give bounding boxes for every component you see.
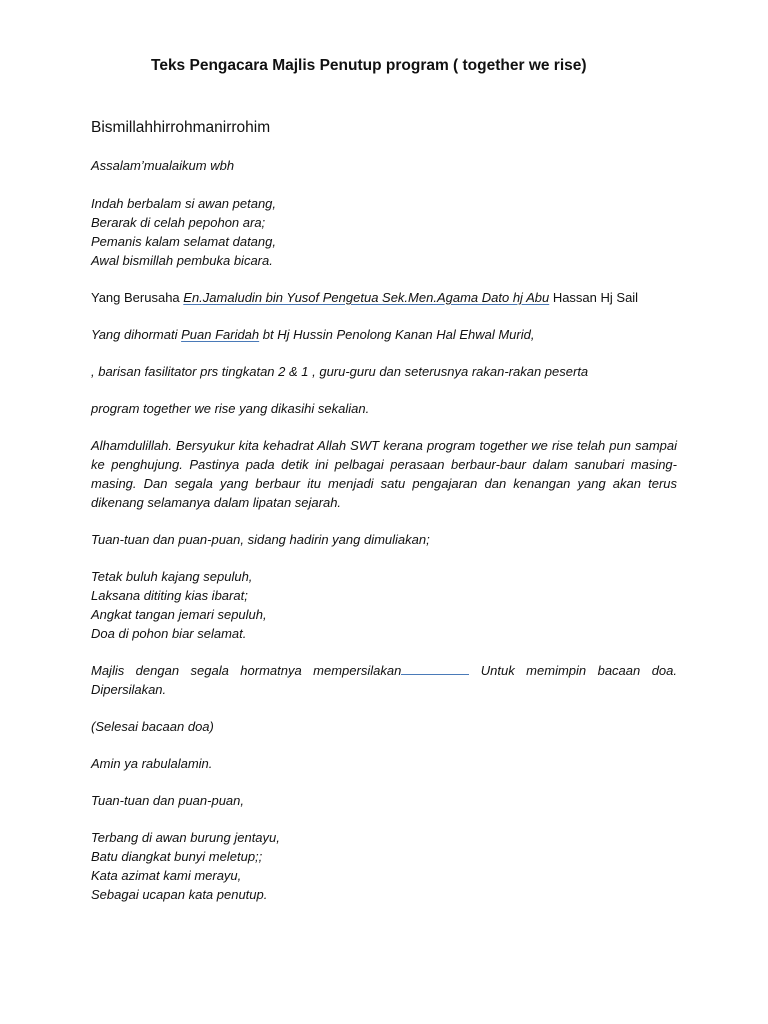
address-principal [91, 289, 638, 307]
amin-line: Amin ya rabulalamin. [91, 756, 213, 771]
pantun3-line-4: Sebagai ucapan kata penutup. [91, 887, 268, 902]
invite-text-before: Majlis dengan segala hormatnya mempersilakan [91, 663, 402, 678]
address-assistant [91, 326, 534, 344]
address-assistant-suffix: bt Hj Hussin Penolong Kanan Hal Ehwal Murid, [259, 327, 535, 342]
invite-name-blank [401, 662, 469, 675]
address-principal-name: En.Jamaludin bin Yusof Pengetua Sek.Men.Agama Dato hj Abu [183, 290, 550, 305]
pantun1-line-2: Berarak di celah pepohon ara; [91, 215, 266, 230]
document-title: Teks Pengacara Majlis Penutup program ( together we rise) [151, 57, 587, 74]
basmalah-line: Bismillahhirrohmanirrohim [91, 119, 271, 136]
greeting-line-2: Tuan-tuan dan puan-puan, [91, 793, 244, 808]
address-facilitators: , barisan fasilitator prs tingkatan 2 & 1 , guru-guru dan seterusnya rakan-rakan peserta [91, 364, 589, 379]
pantun2-line-2: Laksana dititing kias ibarat; [91, 588, 248, 603]
address-principal-prefix: Yang Berusaha [91, 290, 184, 305]
address-assistant-name: Puan Faridah [181, 327, 260, 342]
pantun2-line-1: Tetak buluh kajang sepuluh, [91, 569, 253, 584]
doa-finished-line: (Selesai bacaan doa) [91, 719, 214, 734]
pantun3-line-2: Batu diangkat bunyi meletup;; [91, 849, 263, 864]
address-participants: program together we rise yang dikasihi sekalian. [91, 401, 370, 416]
pantun2-line-4: Doa di pohon biar selamat. [91, 626, 247, 641]
address-assistant-prefix: Yang dihormati [91, 327, 182, 342]
paragraph-gratitude: Alhamdulillah. Bersyukur kita kehadrat Allah SWT kerana program together we rise telah pun sampai ke penghujung. Pastinya pada detik ini pelbagai perasaan berbaur-baur dalam sanubari masing-masing. Dan segala yang berbaur itu menjadi satu pengajaran dan kenangan yang akan terus dikenang selamanya dalam lipatan sejarah. [91, 438, 677, 510]
paragraph-invite [91, 661, 677, 699]
address-principal-suffix: Hassan Hj Sail [549, 290, 639, 305]
pantun3-line-1: Terbang di awan burung jentayu, [91, 830, 280, 845]
pantun1-line-3: Pemanis kalam selamat datang, [91, 234, 276, 249]
pantun1-line-4: Awal bismillah pembuka bicara. [91, 253, 273, 268]
pantun1-line-1: Indah berbalam si awan petang, [91, 196, 277, 211]
greeting-line-1: Tuan-tuan dan puan-puan, sidang hadirin yang dimuliakan; [91, 532, 430, 547]
pantun2-line-3: Angkat tangan jemari sepuluh, [91, 607, 267, 622]
pantun3-line-3: Kata azimat kami merayu, [91, 868, 242, 883]
salam-line: Assalam’mualaikum wbh [91, 158, 235, 173]
invite-text-after: Untuk memimpin bacaan doa. Dipersilakan. [91, 663, 677, 697]
